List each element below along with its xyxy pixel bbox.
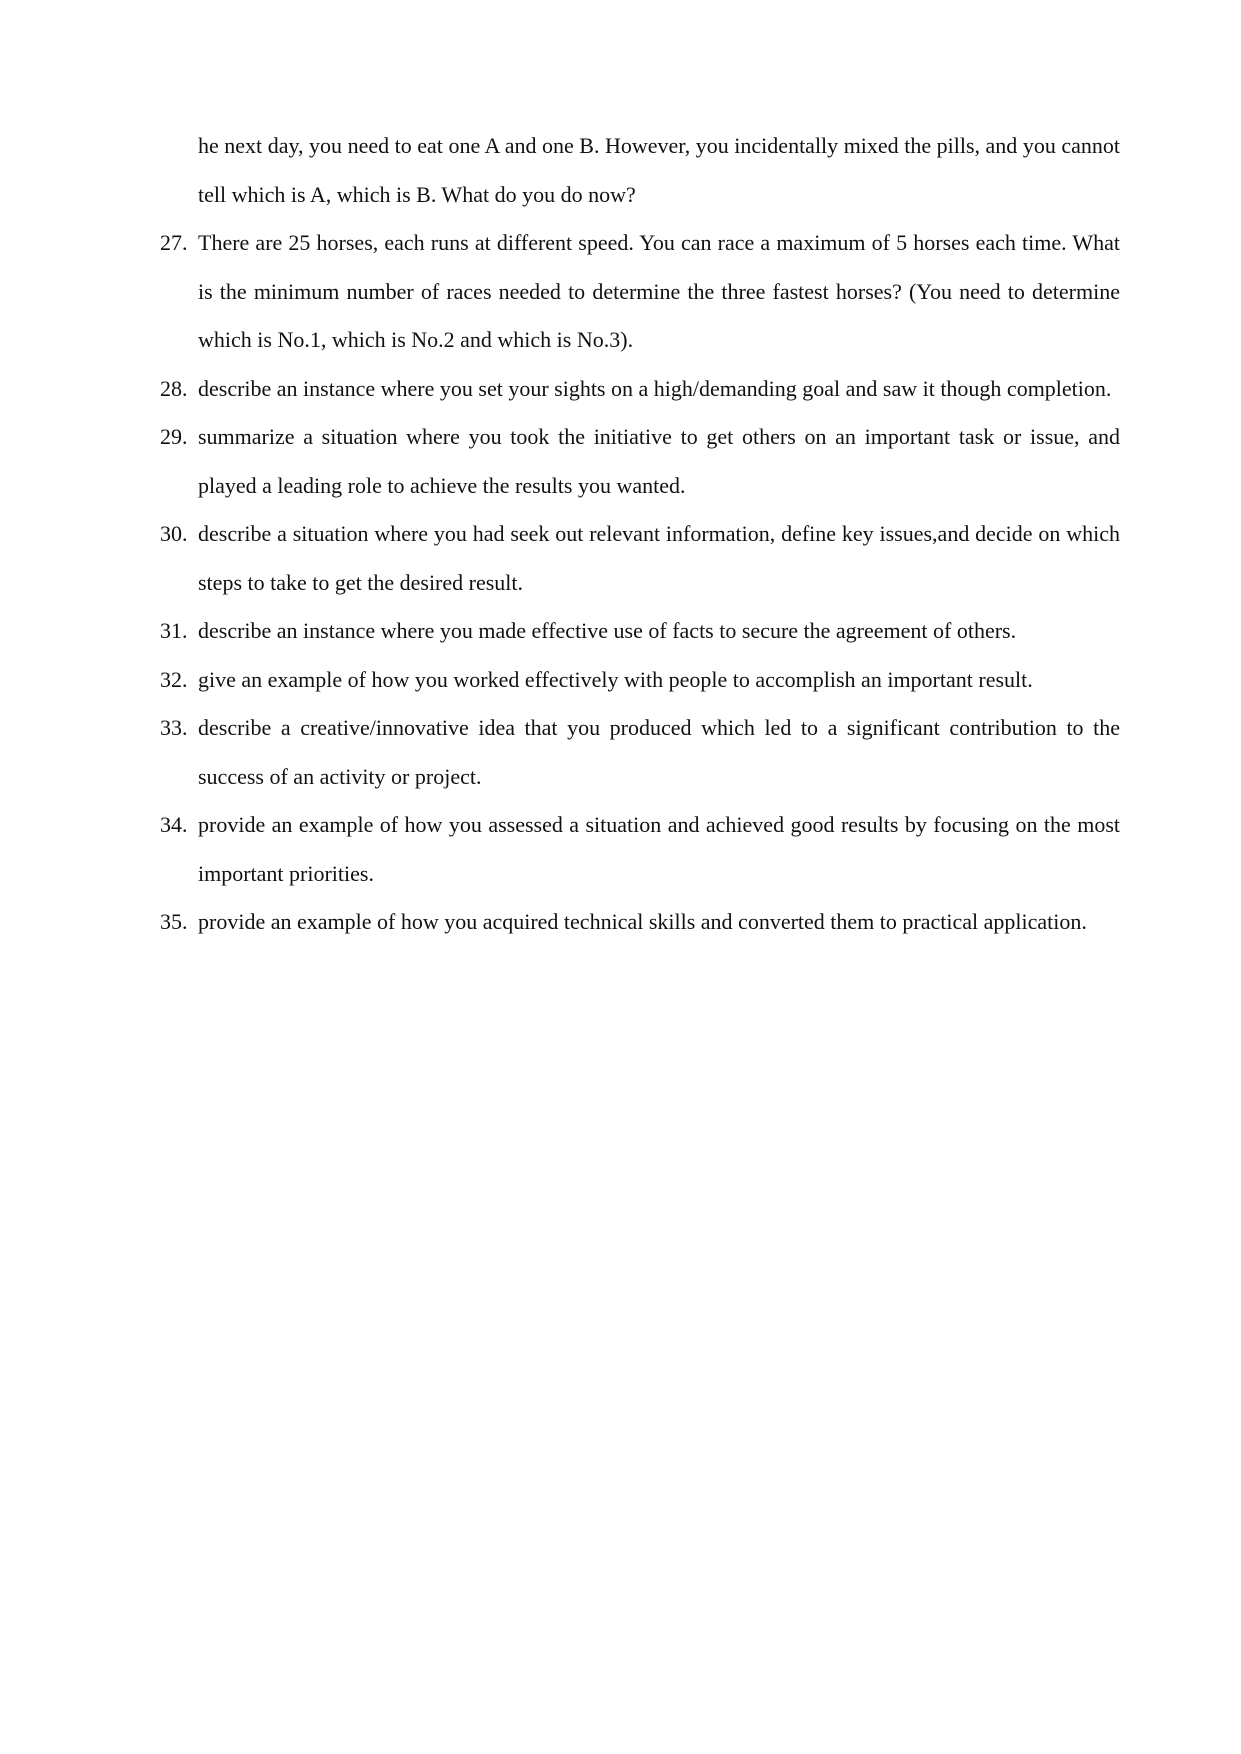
question-text: describe a situation where you had seek out relevant information, define key issues,and decide on which steps to take to get the desired result.: [198, 521, 1120, 595]
question-list: [160, 122, 1120, 947]
question-number: 35.: [160, 909, 188, 934]
question-item-29: [160, 413, 1120, 510]
question-text: provide an example of how you assessed a situation and achieved good results by focusing on the most important priorities.: [198, 812, 1120, 886]
question-number: 32.: [160, 666, 188, 692]
question-number: 28.: [160, 375, 188, 401]
question-text: describe a creative/innovative idea that you produced which led to a significant contribution to the success of an activity or project.: [198, 715, 1120, 789]
question-number: 27.: [160, 230, 188, 255]
question-item-30: [160, 510, 1120, 607]
question-item-31: [160, 607, 1120, 656]
question-text: summarize a situation where you took the initiative to get others on an important task or issue, and played a leading role to achieve the results you wanted.: [198, 424, 1120, 498]
question-item-33: [160, 704, 1120, 801]
question-item-28: [160, 365, 1120, 414]
question-text: describe an instance where you set your sights on a high/demanding goal and saw it though completion.: [198, 375, 1112, 401]
question-number: 31.: [160, 618, 188, 643]
question-number: 30.: [160, 521, 188, 546]
question-text: There are 25 horses, each runs at different speed. You can race a maximum of 5 horses each time. What is the minimum number of races needed to determine the three fastest horses? (You need to determine which is No.1, which is No.2 and which is No.3).: [198, 230, 1120, 352]
question-item-34: [160, 801, 1120, 898]
continued-question-text: he next day, you need to eat one A and one B. However, you incidentally mixed the pills, and you cannot tell which is A, which is B. What do you do now?: [198, 133, 1120, 207]
question-item-32: [160, 656, 1120, 705]
question-item-27: [160, 219, 1120, 365]
question-text: provide an example of how you acquired technical skills and converted them to practical application.: [198, 909, 1087, 934]
question-item-35: [160, 898, 1120, 947]
question-number: 29.: [160, 424, 188, 449]
question-number: 34.: [160, 812, 188, 837]
question-text: describe an instance where you made effective use of facts to secure the agreement of others.: [198, 618, 1017, 643]
question-number: 33.: [160, 715, 188, 740]
question-text: give an example of how you worked effectively with people to accomplish an important result.: [198, 666, 1033, 692]
